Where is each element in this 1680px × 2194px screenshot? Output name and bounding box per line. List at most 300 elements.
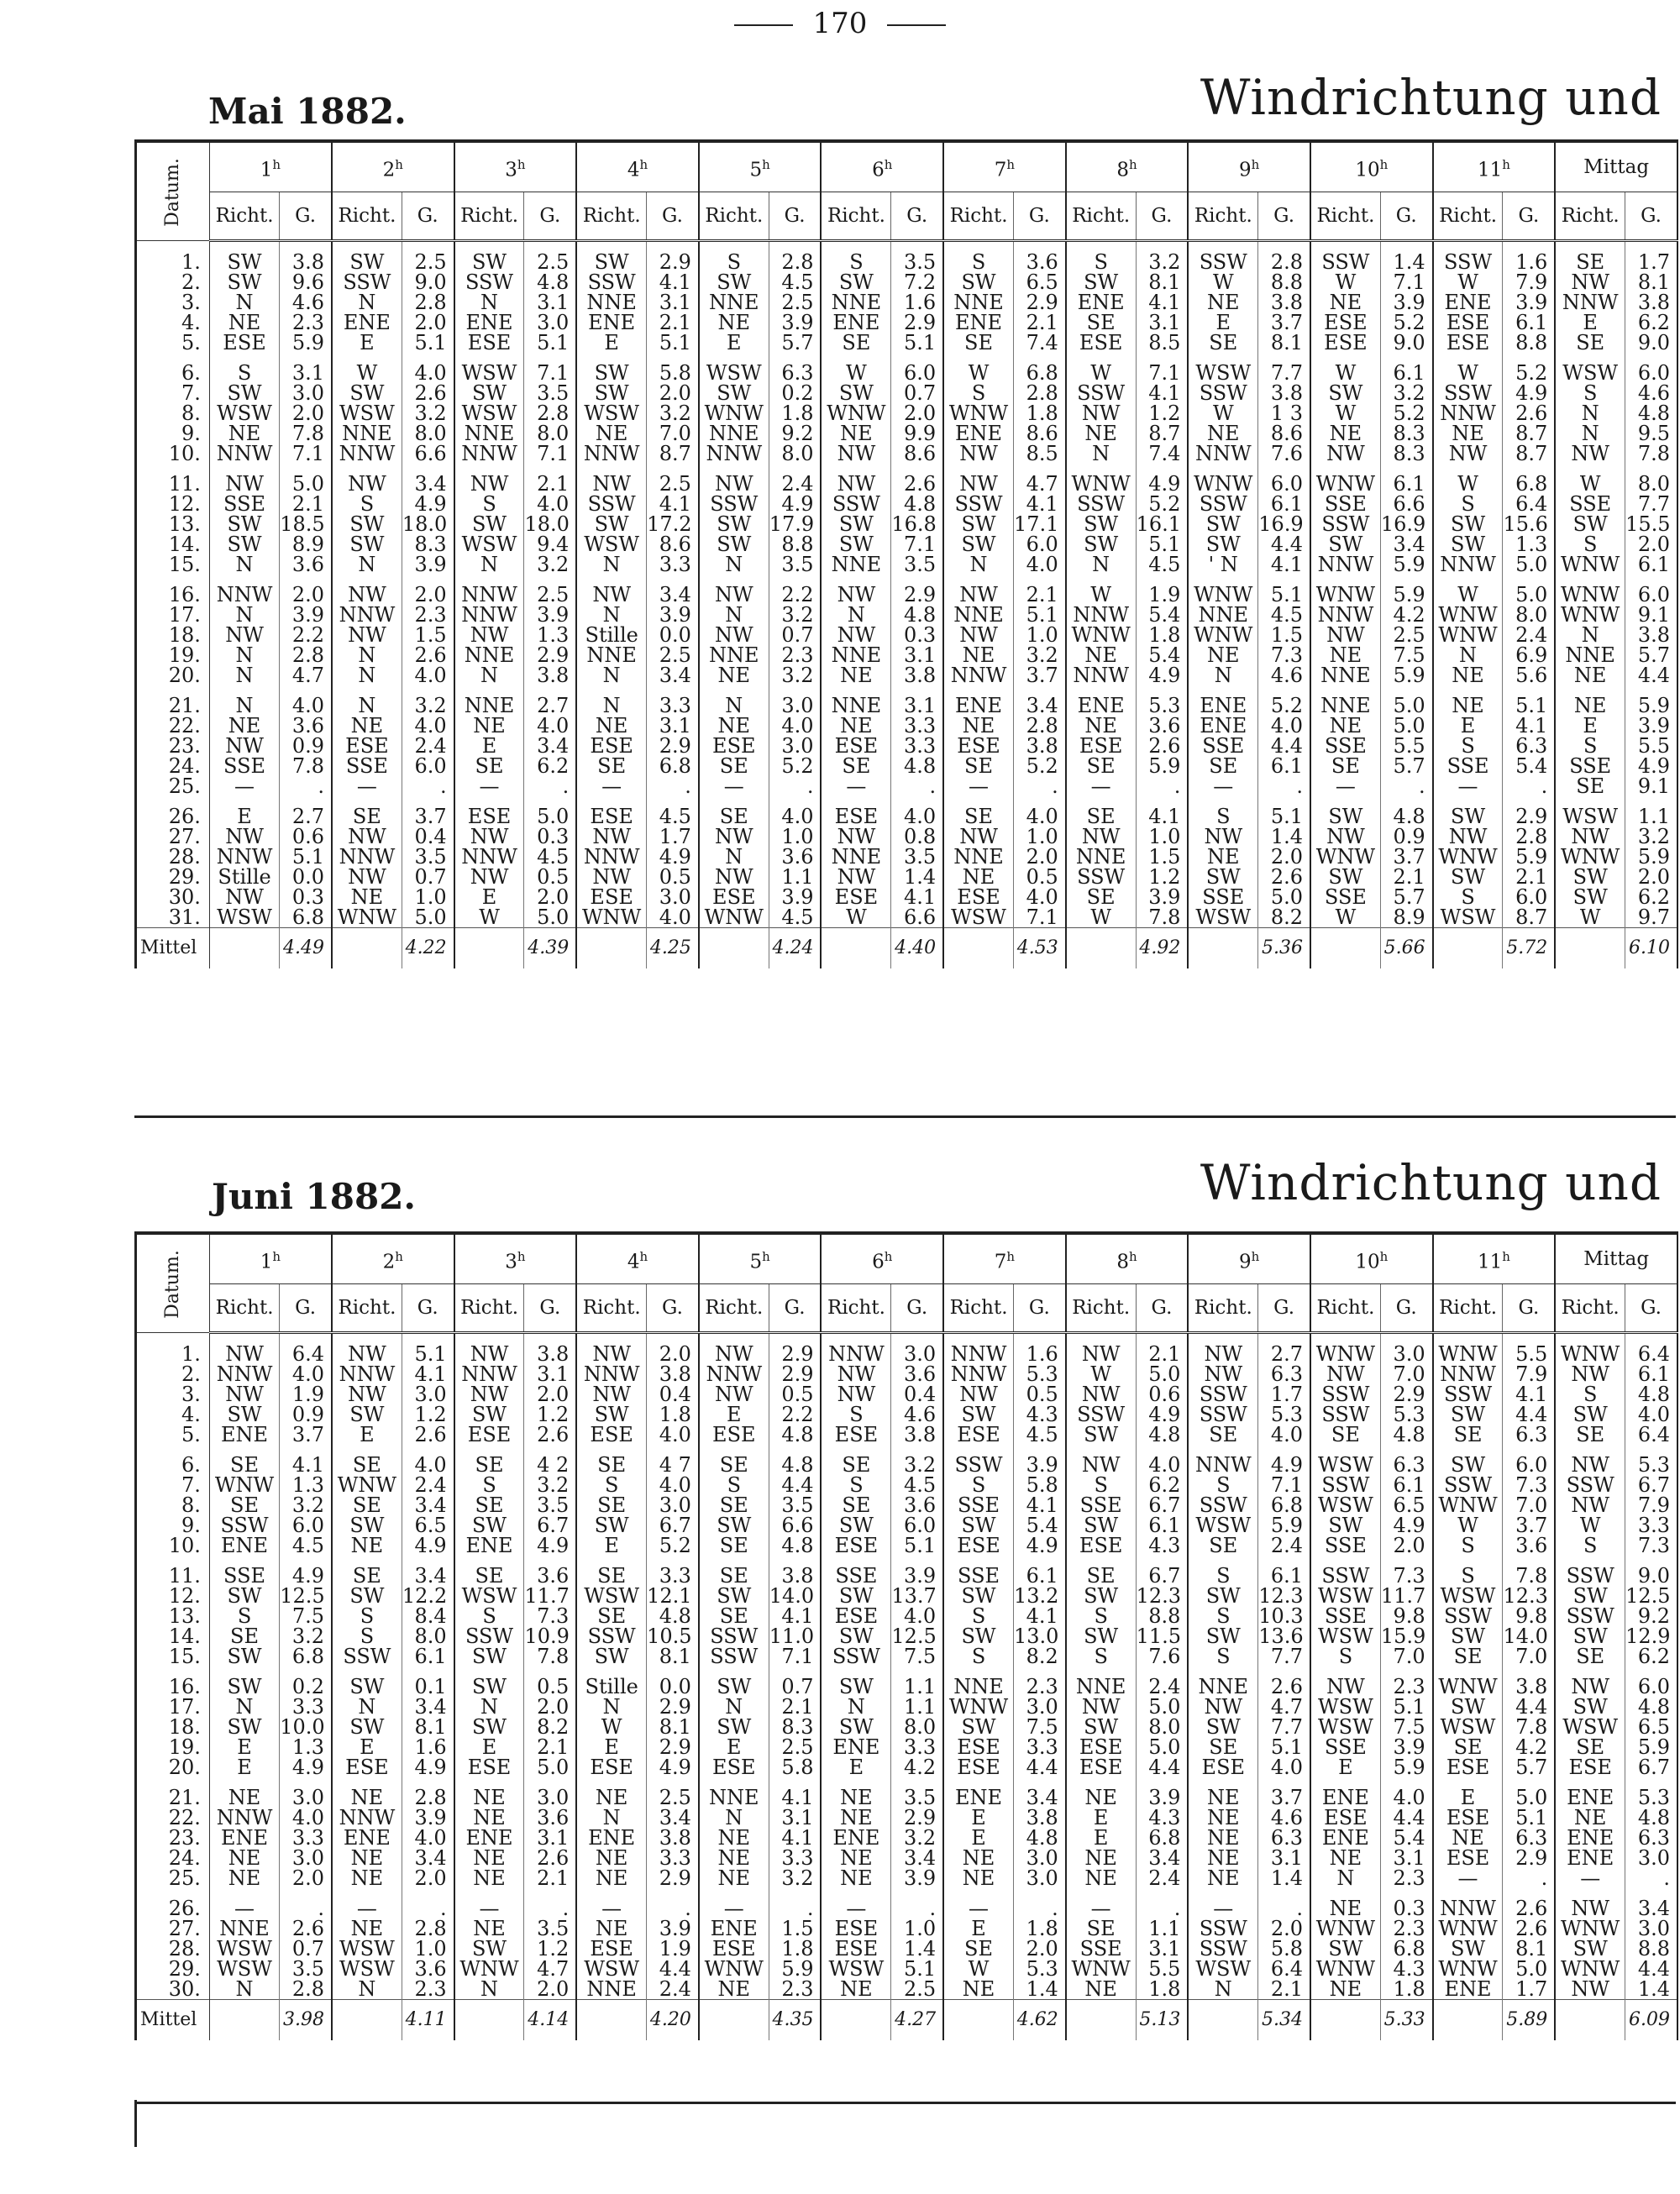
speed-cell: 9.1 xyxy=(1625,605,1677,625)
direction-cell: NE xyxy=(1310,423,1380,444)
direction-cell: NW xyxy=(1555,1445,1625,1475)
speed-cell: 2.0 xyxy=(524,887,576,907)
speed-cell: 15.5 xyxy=(1625,514,1677,534)
direction-cell: NNE xyxy=(209,1918,279,1939)
direction-cell: N xyxy=(821,605,890,625)
speed-cell: 7.8 xyxy=(1136,907,1188,928)
direction-cell: NE xyxy=(1188,1848,1257,1868)
direction-cell: SW xyxy=(943,534,1013,554)
direction-cell: W xyxy=(1066,353,1136,383)
mittel-value: 4.49 xyxy=(280,928,332,969)
speed-cell: 3.5 xyxy=(524,1918,576,1939)
speed-cell: 3.6 xyxy=(280,554,332,575)
direction-cell: NE xyxy=(454,1918,524,1939)
speed-cell: 18.0 xyxy=(524,514,576,534)
direction-cell: S xyxy=(332,1626,402,1646)
table-row xyxy=(137,1918,1677,1939)
speed-cell: 13.2 xyxy=(1013,1586,1065,1606)
direction-cell: NE xyxy=(821,716,890,736)
speed-cell: 4.8 xyxy=(647,1606,699,1626)
direction-cell: SW xyxy=(332,241,402,273)
direction-cell: NE xyxy=(821,1777,890,1808)
hour-header xyxy=(699,143,822,192)
direction-cell: WNW xyxy=(1310,1959,1380,1979)
table-row xyxy=(137,1979,1677,2000)
speed-cell: 3.8 xyxy=(647,1828,699,1848)
direction-cell: NNW xyxy=(1188,444,1257,464)
direction-cell: SSW xyxy=(209,1515,279,1535)
table-row xyxy=(137,1425,1677,1445)
speed-cell: . xyxy=(402,1888,454,1918)
speed-cell: 3.8 xyxy=(524,1333,576,1365)
direction-cell: S xyxy=(1066,1606,1136,1626)
speed-cell: 5.2 xyxy=(1258,685,1310,716)
speed-cell: 3.6 xyxy=(1136,716,1188,736)
direction-cell: SW xyxy=(821,1666,890,1697)
speed-cell: 1.7 xyxy=(1625,241,1677,273)
speed-cell: 17.1 xyxy=(1013,514,1065,534)
hour-label: 5 xyxy=(749,159,763,181)
direction-cell: NW xyxy=(209,464,279,494)
speed-cell: 3.4 xyxy=(1625,1888,1677,1918)
direction-cell: NE xyxy=(1555,1808,1625,1828)
speed-cell: 4.0 xyxy=(769,716,821,736)
table-row xyxy=(137,514,1677,534)
speed-cell: 3.3 xyxy=(769,1848,821,1868)
hour-label: 1 xyxy=(260,1251,273,1273)
direction-cell: SW xyxy=(209,514,279,534)
table-row xyxy=(137,333,1677,353)
direction-cell: E xyxy=(699,1737,769,1757)
direction-cell: NNE xyxy=(454,423,524,444)
direction-cell: SE xyxy=(821,1445,890,1475)
speed-cell: . xyxy=(1013,776,1065,796)
speed-cell: 5.5 xyxy=(1136,1959,1188,1979)
direction-cell: E xyxy=(699,1404,769,1425)
direction-cell: SSE xyxy=(1066,1495,1136,1515)
direction-cell: ESE xyxy=(1310,333,1380,353)
direction-cell: WSW xyxy=(1310,1445,1380,1475)
direction-cell: NNW xyxy=(1433,1364,1503,1384)
speed-cell: 6.3 xyxy=(1503,1828,1555,1848)
speed-cell: 5.0 xyxy=(1503,554,1555,575)
direction-cell: WSW xyxy=(1555,1717,1625,1737)
direction-cell: WNW xyxy=(943,1697,1013,1717)
table-row xyxy=(137,1888,1677,1918)
direction-cell: NNW xyxy=(454,1364,524,1384)
direction-cell: N xyxy=(576,1697,646,1717)
direction-cell: WNW xyxy=(1555,575,1625,605)
direction-cell: NW xyxy=(576,464,646,494)
mittel-blank xyxy=(1188,2000,1257,2041)
speed-cell: 6.1 xyxy=(1625,554,1677,575)
direction-cell: SSE xyxy=(209,756,279,776)
hour-header xyxy=(209,143,332,192)
speed-cell: 8.0 xyxy=(402,423,454,444)
speed-cell: 4.9 xyxy=(1136,665,1188,685)
speed-cell: 2.0 xyxy=(1013,1939,1065,1959)
direction-cell: WNW xyxy=(454,1959,524,1979)
speed-cell: 3.3 xyxy=(647,685,699,716)
direction-cell: NE xyxy=(943,1868,1013,1888)
direction-cell: — xyxy=(576,1888,646,1918)
hour-header xyxy=(1066,1235,1189,1284)
direction-cell: SSW xyxy=(1433,1384,1503,1404)
speed-cell: 18.5 xyxy=(280,514,332,534)
hour-header xyxy=(1188,143,1310,192)
direction-cell: E xyxy=(332,1425,402,1445)
direction-cell: SW xyxy=(1188,534,1257,554)
speed-cell: 3.6 xyxy=(1503,1535,1555,1556)
direction-cell: SSE xyxy=(1555,494,1625,514)
direction-cell: ESE xyxy=(1310,1808,1380,1828)
direction-cell: — xyxy=(332,1888,402,1918)
date-cell: 15. xyxy=(137,1646,209,1666)
direction-cell: WNW xyxy=(1188,625,1257,645)
g-header: G. xyxy=(647,1284,699,1333)
speed-cell: 3.8 xyxy=(1503,1666,1555,1697)
direction-cell: WSW xyxy=(943,907,1013,928)
speed-cell: 9.5 xyxy=(1625,423,1677,444)
speed-cell: 5.1 xyxy=(1503,1808,1555,1828)
richt-header: Richt. xyxy=(943,1284,1013,1333)
speed-cell: 5.3 xyxy=(1136,685,1188,716)
hour-label: 2 xyxy=(382,159,396,181)
speed-cell: 3.6 xyxy=(769,847,821,867)
date-cell: 4. xyxy=(137,312,209,333)
direction-cell: NW xyxy=(1188,827,1257,847)
direction-cell: ESE xyxy=(576,796,646,827)
direction-cell: NE xyxy=(332,1868,402,1888)
speed-cell: 4.9 xyxy=(280,1757,332,1777)
month-title-mai: Mai 1882. xyxy=(208,91,407,132)
speed-cell: 1.5 xyxy=(1258,625,1310,645)
richt-header: Richt. xyxy=(1555,1284,1625,1333)
direction-cell: W xyxy=(1188,272,1257,292)
direction-cell: S xyxy=(943,1475,1013,1495)
table-frame-mai xyxy=(134,139,1678,968)
left-margin-line xyxy=(134,2100,137,2147)
speed-cell: 0.4 xyxy=(647,1384,699,1404)
speed-cell: 1.2 xyxy=(1136,867,1188,887)
date-cell: 11. xyxy=(137,1556,209,1586)
speed-cell: 6.1 xyxy=(1258,756,1310,776)
speed-cell: 4.8 xyxy=(1625,403,1677,423)
direction-cell: SSE xyxy=(1310,1737,1380,1757)
speed-cell: 5.9 xyxy=(1625,847,1677,867)
direction-cell: ESE xyxy=(576,887,646,907)
hour-label: 6 xyxy=(872,1251,885,1273)
hour-suffix: h xyxy=(517,1248,526,1264)
direction-cell: NNE xyxy=(576,1979,646,2000)
direction-cell: NE xyxy=(1433,685,1503,716)
mittel-blank xyxy=(576,928,646,969)
speed-cell: 2.9 xyxy=(524,645,576,665)
direction-cell: SE xyxy=(1188,1425,1257,1445)
speed-cell: 2.1 xyxy=(1013,575,1065,605)
direction-cell: SSW xyxy=(1433,1475,1503,1495)
speed-cell: 0.5 xyxy=(524,1666,576,1697)
hour-label: 10 xyxy=(1355,1251,1380,1273)
speed-cell: 4.7 xyxy=(524,1959,576,1979)
speed-cell: 2.1 xyxy=(1258,1979,1310,2000)
direction-cell: NNW xyxy=(332,1364,402,1384)
direction-cell: ESE xyxy=(1310,312,1380,333)
direction-cell: SW xyxy=(699,1586,769,1606)
direction-cell: SSW xyxy=(1310,1384,1380,1404)
g-header: G. xyxy=(769,192,821,241)
direction-cell: NNW xyxy=(576,444,646,464)
speed-cell: 11.5 xyxy=(1136,1626,1188,1646)
speed-cell: 2.6 xyxy=(402,383,454,403)
speed-cell: 4.5 xyxy=(891,1475,943,1495)
speed-cell: 1.3 xyxy=(1503,534,1555,554)
hour-header xyxy=(454,143,577,192)
direction-cell: NNE xyxy=(699,423,769,444)
speed-cell: 7.1 xyxy=(891,534,943,554)
direction-cell: ENE xyxy=(1310,1777,1380,1808)
direction-cell: SE xyxy=(699,796,769,827)
speed-cell: 6.7 xyxy=(524,1515,576,1535)
richt-header: Richt. xyxy=(576,192,646,241)
table-row xyxy=(137,716,1677,736)
direction-cell: S xyxy=(454,1475,524,1495)
speed-cell: 0.6 xyxy=(1136,1384,1188,1404)
speed-cell: 3.6 xyxy=(891,1364,943,1384)
direction-cell: NW xyxy=(821,575,890,605)
speed-cell: 4.8 xyxy=(891,756,943,776)
mittel-blank xyxy=(576,2000,646,2041)
mittel-value: 4.39 xyxy=(524,928,576,969)
direction-cell: NNW xyxy=(1433,403,1503,423)
richt-header: Richt. xyxy=(1433,1284,1503,1333)
direction-cell: E xyxy=(1555,312,1625,333)
speed-cell: 4.9 xyxy=(1625,756,1677,776)
direction-cell: NE xyxy=(1555,685,1625,716)
direction-cell: NNW xyxy=(454,847,524,867)
speed-cell: 4.8 xyxy=(1625,1384,1677,1404)
direction-cell: NNW xyxy=(454,575,524,605)
hour-suffix: h xyxy=(884,1248,893,1264)
hour-suffix: h xyxy=(1379,156,1389,172)
direction-cell: SW xyxy=(209,1646,279,1666)
direction-cell: NE xyxy=(1433,665,1503,685)
speed-cell: 6.3 xyxy=(1503,1425,1555,1445)
direction-cell: S xyxy=(1555,1535,1625,1556)
direction-cell: ESE xyxy=(454,1757,524,1777)
hour-header xyxy=(943,143,1066,192)
direction-cell: WSW xyxy=(332,403,402,423)
direction-cell: NW xyxy=(209,887,279,907)
richt-header: Richt. xyxy=(1066,1284,1136,1333)
direction-cell: ENE xyxy=(454,312,524,333)
speed-cell: 8.1 xyxy=(647,1646,699,1666)
direction-cell: SW xyxy=(332,514,402,534)
speed-cell: 2.2 xyxy=(769,575,821,605)
direction-cell: ENE xyxy=(1066,685,1136,716)
direction-cell: S xyxy=(821,1475,890,1495)
speed-cell: 5.0 xyxy=(1136,1697,1188,1717)
speed-cell: 2.1 xyxy=(280,494,332,514)
table-row xyxy=(137,685,1677,716)
direction-cell: NW xyxy=(332,575,402,605)
direction-cell: SSW xyxy=(1188,494,1257,514)
speed-cell: 0.3 xyxy=(524,827,576,847)
direction-cell: SE xyxy=(576,1606,646,1626)
direction-cell: NNE xyxy=(1310,685,1380,716)
direction-cell: NNE xyxy=(943,847,1013,867)
speed-cell: 3.4 xyxy=(647,1808,699,1828)
speed-cell: 3.1 xyxy=(280,353,332,383)
speed-cell: 8.4 xyxy=(402,1606,454,1626)
speed-cell: 1.8 xyxy=(769,1939,821,1959)
direction-cell: WNW xyxy=(1433,1918,1503,1939)
speed-cell: 4.0 xyxy=(769,796,821,827)
speed-cell: 4.3 xyxy=(1380,1959,1432,1979)
date-cell: 19. xyxy=(137,645,209,665)
direction-cell: N xyxy=(454,292,524,312)
direction-cell: SSW xyxy=(821,494,890,514)
speed-cell: 7.0 xyxy=(1380,1646,1432,1666)
richt-header: Richt. xyxy=(454,192,524,241)
speed-cell: . xyxy=(647,776,699,796)
direction-cell: NE xyxy=(332,1535,402,1556)
direction-cell: N xyxy=(699,605,769,625)
speed-cell: 2.0 xyxy=(402,575,454,605)
speed-cell: 4.1 xyxy=(891,887,943,907)
speed-cell: 3.4 xyxy=(647,575,699,605)
speed-cell: 4.0 xyxy=(402,353,454,383)
direction-cell: NE xyxy=(576,1777,646,1808)
speed-cell: 9.0 xyxy=(402,272,454,292)
speed-cell: 6.4 xyxy=(1625,1425,1677,1445)
direction-cell: S xyxy=(1433,494,1503,514)
direction-cell: — xyxy=(209,1888,279,1918)
wind-table-juni xyxy=(137,1235,1678,2040)
speed-cell: 6.7 xyxy=(1136,1495,1188,1515)
speed-cell: 7.0 xyxy=(1503,1646,1555,1666)
direction-cell: SSW xyxy=(1310,1556,1380,1586)
speed-cell: 4.0 xyxy=(1013,796,1065,827)
direction-cell: ENE xyxy=(821,1737,890,1757)
speed-cell: 0.5 xyxy=(1013,867,1065,887)
speed-cell: 4.1 xyxy=(1136,796,1188,827)
direction-cell: ENE xyxy=(1555,1848,1625,1868)
speed-cell: 3.5 xyxy=(891,847,943,867)
direction-cell: NW xyxy=(1555,1495,1625,1515)
speed-cell: . xyxy=(769,776,821,796)
date-cell: 2. xyxy=(137,272,209,292)
direction-cell: SE xyxy=(1555,776,1625,796)
speed-cell: 11.0 xyxy=(769,1626,821,1646)
date-cell: 13. xyxy=(137,514,209,534)
direction-cell: N xyxy=(209,605,279,625)
direction-cell: SW xyxy=(1066,1425,1136,1445)
direction-cell: N xyxy=(576,1808,646,1828)
direction-cell: ESE xyxy=(1433,1808,1503,1828)
speed-cell: 3.0 xyxy=(769,685,821,716)
date-cell: 11. xyxy=(137,464,209,494)
speed-cell: 3.2 xyxy=(769,665,821,685)
date-cell: 14. xyxy=(137,534,209,554)
speed-cell: 3.9 xyxy=(1503,292,1555,312)
speed-cell: 4.9 xyxy=(402,1535,454,1556)
speed-cell: 0.9 xyxy=(280,1404,332,1425)
speed-cell: 4.8 xyxy=(1625,1808,1677,1828)
speed-cell: 2.9 xyxy=(647,1697,699,1717)
speed-cell: 6.5 xyxy=(1625,1717,1677,1737)
speed-cell: 3.0 xyxy=(280,1777,332,1808)
speed-cell: 3.8 xyxy=(1625,625,1677,645)
speed-cell: 3.3 xyxy=(647,1848,699,1868)
direction-cell: WNW xyxy=(576,907,646,928)
speed-cell: 5.5 xyxy=(1503,1333,1555,1365)
speed-cell: 8.1 xyxy=(1136,272,1188,292)
direction-cell: NE xyxy=(821,1979,890,2000)
direction-cell: WNW xyxy=(1066,464,1136,494)
hour-header xyxy=(1310,1235,1433,1284)
mittel-value: 4.24 xyxy=(769,928,821,969)
direction-cell: — xyxy=(454,1888,524,1918)
speed-cell: 2.3 xyxy=(402,605,454,625)
direction-cell: ESE xyxy=(1433,1848,1503,1868)
speed-cell: 2.4 xyxy=(1136,1868,1188,1888)
direction-cell: NW xyxy=(821,625,890,645)
speed-cell: 7.1 xyxy=(1380,272,1432,292)
direction-cell: ENE xyxy=(943,685,1013,716)
direction-cell: SW xyxy=(1555,867,1625,887)
direction-cell: — xyxy=(943,776,1013,796)
direction-cell: NW xyxy=(699,827,769,847)
direction-cell: WSW xyxy=(1310,1697,1380,1717)
direction-cell: NNW xyxy=(1310,605,1380,625)
g-header: G. xyxy=(1503,1284,1555,1333)
speed-cell: 3.2 xyxy=(891,1828,943,1848)
speed-cell: 3.6 xyxy=(891,1495,943,1515)
speed-cell: 2.9 xyxy=(1013,292,1065,312)
direction-cell: SE xyxy=(943,1939,1013,1959)
direction-cell: ENE xyxy=(1066,292,1136,312)
speed-cell: 4.5 xyxy=(524,847,576,867)
direction-cell: N xyxy=(454,665,524,685)
speed-cell: 6.1 xyxy=(1258,1556,1310,1586)
speed-cell: 8.3 xyxy=(1380,423,1432,444)
hour-suffix: h xyxy=(762,1248,770,1264)
direction-cell: SSE xyxy=(1310,1606,1380,1626)
speed-cell: 7.6 xyxy=(1136,1646,1188,1666)
hour-header xyxy=(1310,143,1433,192)
speed-cell: 8.9 xyxy=(1380,907,1432,928)
mittel-value: 5.66 xyxy=(1380,928,1432,969)
speed-cell: . xyxy=(647,1888,699,1918)
speed-cell: 3.2 xyxy=(524,554,576,575)
speed-cell: . xyxy=(1380,776,1432,796)
direction-cell: NNW xyxy=(209,575,279,605)
direction-cell: NW xyxy=(1555,1979,1625,2000)
speed-cell: . xyxy=(1136,776,1188,796)
speed-cell: 7.6 xyxy=(1258,444,1310,464)
direction-cell: SSW xyxy=(576,1626,646,1646)
direction-cell: WNW xyxy=(699,403,769,423)
direction-cell: ENE xyxy=(576,1828,646,1848)
page-number: 170 xyxy=(0,7,1680,40)
direction-cell: SE xyxy=(1188,1737,1257,1757)
direction-cell: S xyxy=(1188,1556,1257,1586)
speed-cell: 4.5 xyxy=(1013,1425,1065,1445)
speed-cell: 5.3 xyxy=(1625,1777,1677,1808)
speed-cell: 7.8 xyxy=(280,756,332,776)
direction-cell: WSW xyxy=(1433,907,1503,928)
